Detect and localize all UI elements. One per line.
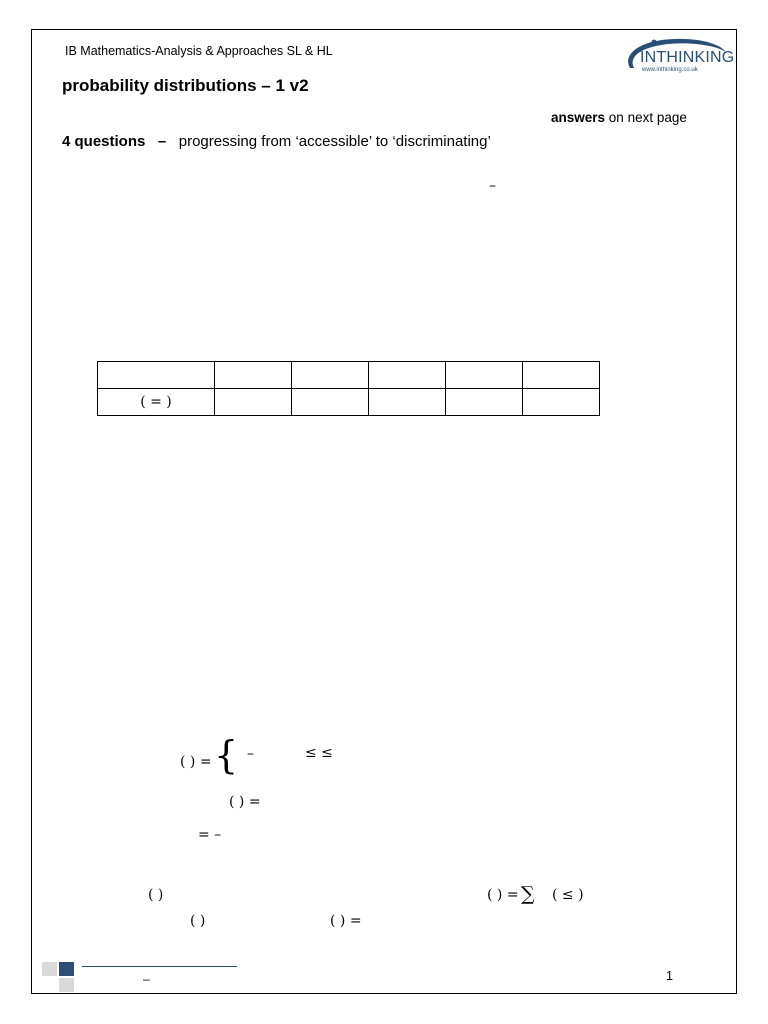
answers-bold: answers: [551, 110, 606, 125]
intro-dash: –: [157, 133, 167, 150]
g-expression-1: ( ): [190, 913, 206, 929]
expectation-expression: ( ) =: [229, 794, 261, 810]
cdf-rhs: ( ≤ ): [552, 887, 584, 903]
sigma-symbol: ∑: [521, 883, 535, 905]
question-count: 4 questions: [62, 133, 146, 150]
footer-dash: –: [143, 972, 150, 986]
pdf-brace: {: [214, 733, 239, 777]
q3-equation: = –: [198, 827, 222, 843]
page-border: [31, 29, 737, 994]
table-cell-probability-label: ( = ): [98, 389, 215, 416]
logo-wordmark: INTHINKING: [640, 49, 735, 66]
probability-table: [97, 361, 600, 416]
footer-squares-logo: [42, 962, 74, 992]
table-cell: [215, 362, 292, 389]
pdf-inequality: ≤ ≤: [305, 745, 333, 761]
table-cell: [523, 362, 600, 389]
table-cell: [292, 389, 369, 416]
table-cell: [369, 389, 446, 416]
table-cell: [98, 362, 215, 389]
answers-note: [551, 110, 687, 125]
table-row: [98, 362, 600, 389]
table-cell: [215, 389, 292, 416]
fx-expression: ( ): [148, 887, 164, 903]
questions-intro: [62, 133, 491, 150]
inthinking-logo: [620, 36, 735, 78]
table-cell: [446, 389, 523, 416]
answers-rest: on next page: [605, 110, 687, 125]
pdf-lhs: ( ) =: [180, 754, 212, 770]
intro-description: progressing from ‘accessible’ to ‘discriminating’: [178, 133, 491, 150]
g-expression-2: ( ) =: [330, 913, 362, 929]
footer-square: [59, 962, 74, 976]
footer-square: [59, 978, 74, 992]
q1-math-fragment: –: [489, 178, 496, 194]
table-row: [98, 389, 600, 416]
course-name: IB Mathematics-Analysis & Approaches SL & HL: [65, 44, 333, 58]
logo-url: www.inthinking.co.uk: [642, 67, 698, 73]
table-cell: [292, 362, 369, 389]
table-cell: [523, 389, 600, 416]
table-cell: [446, 362, 523, 389]
pdf-minus: –: [247, 746, 254, 762]
page-title: probability distributions – 1 v2: [62, 76, 309, 95]
cdf-lhs: ( ) =: [487, 887, 519, 903]
page-number: 1: [666, 969, 673, 983]
footer-square: [42, 962, 57, 976]
footer-divider: [82, 966, 237, 967]
table-cell: [369, 362, 446, 389]
